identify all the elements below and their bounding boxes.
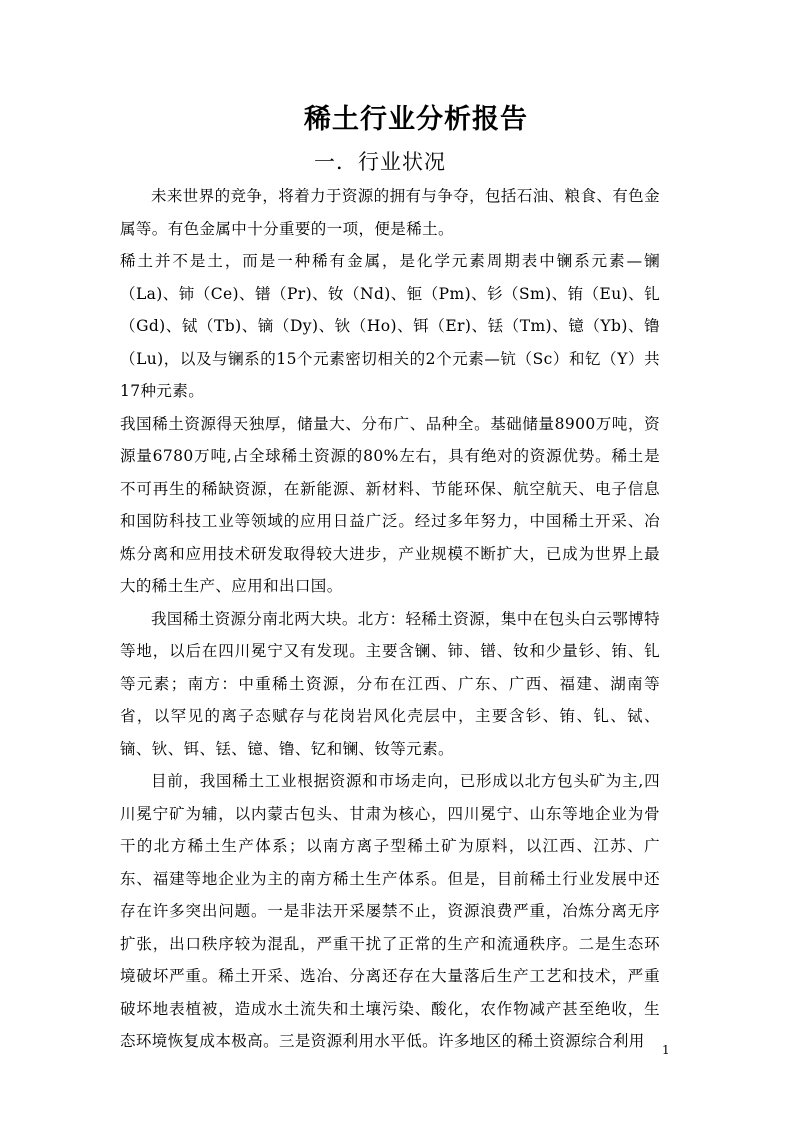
page-title: 稀土行业分析报告 bbox=[304, 104, 528, 135]
body-text bbox=[120, 180, 660, 1058]
paragraph-definition: 稀土并不是土，而是一种稀有金属，是化学元素周期表中镧系元素—镧（La)、铈（Ce)、镨（Pr)、钕（Nd)、钷（Pm)、钐（Sm)、铕（Eu)、钆（Gd)、铽（Tb)、镝（Dy)、钬（Ho)、铒（Er)、铥（Tm)、镱（Yb)、镥（Lu)，以及与镧系的15个元素密切相关的2个元素—钪（Sc）和钇（Y）共17种元素。 bbox=[120, 252, 660, 400]
paragraph-current-status: 目前，我国稀土工业根据资源和市场走向，已形成以北方包头矿为主,四川冕宁矿为辅，以内蒙古包头、甘肃为核心，四川冕宁、山东等地企业为骨干的北方稀土生产体系；以南方离子型稀土矿为原料，以江西、江苏、广东、福建等地企业为主的南方稀土生产体系。但是，目前稀土行业发展中还存在许多突出问题。一是非法开采屡禁不止，资源浪费严重，冶炼分离无序扩张，出口秩序较为混乱，严重干扰了正常的生产和流通秩序。二是生态环境破坏严重。稀土开采、选冶、分离还存在大量落后生产工艺和技术，严重破坏地表植被，造成水土流失和土壤污染、酸化，农作物减产甚至绝收，生态环境恢复成本极高。三是资源利用水平低。许多地区的稀土资源综合利用 bbox=[120, 772, 660, 1050]
paragraph-reserves: 我国稀土资源得天独厚，储量大、分布广、品种全。基础储量8900万吨，资源量6780万吨,占全球稀土资源的80%左右，具有绝对的资源优势。稀土是不可再生的稀缺资源，在新能源、新材料、节能环保、航空航天、电子信息和国防科技工业等领域的应用日益广泛。经过多年努力，中国稀土开采、冶炼分离和应用技术研发取得较大进步，产业规模不断扩大，已成为世界上最大的稀土生产、应用和出口国。 bbox=[120, 414, 660, 595]
page-number: 1 bbox=[662, 1043, 670, 1057]
paragraph-distribution: 我国稀土资源分南北两大块。北方：轻稀土资源，集中在包头白云鄂博特等地，以后在四川冕宁又有发现。主要含镧、铈、镨、钕和少量钐、铕、钆等元素；南方：中重稀土资源，分布在江西、广东、广西、福建、湖南等省，以罕见的离子态赋存与花岗岩风化壳层中，主要含钐、铕、钆、铽、镝、钬、铒、铥、镱、镥、钇和镧、钕等元素。 bbox=[120, 609, 660, 758]
paragraph-intro: 未来世界的竞争，将着力于资源的拥有与争夺，包括石油、粮食、有色金属等。有色金属中十分重要的一项，便是稀土。 bbox=[120, 187, 660, 238]
section-heading: 一．行业状况 bbox=[314, 150, 446, 174]
